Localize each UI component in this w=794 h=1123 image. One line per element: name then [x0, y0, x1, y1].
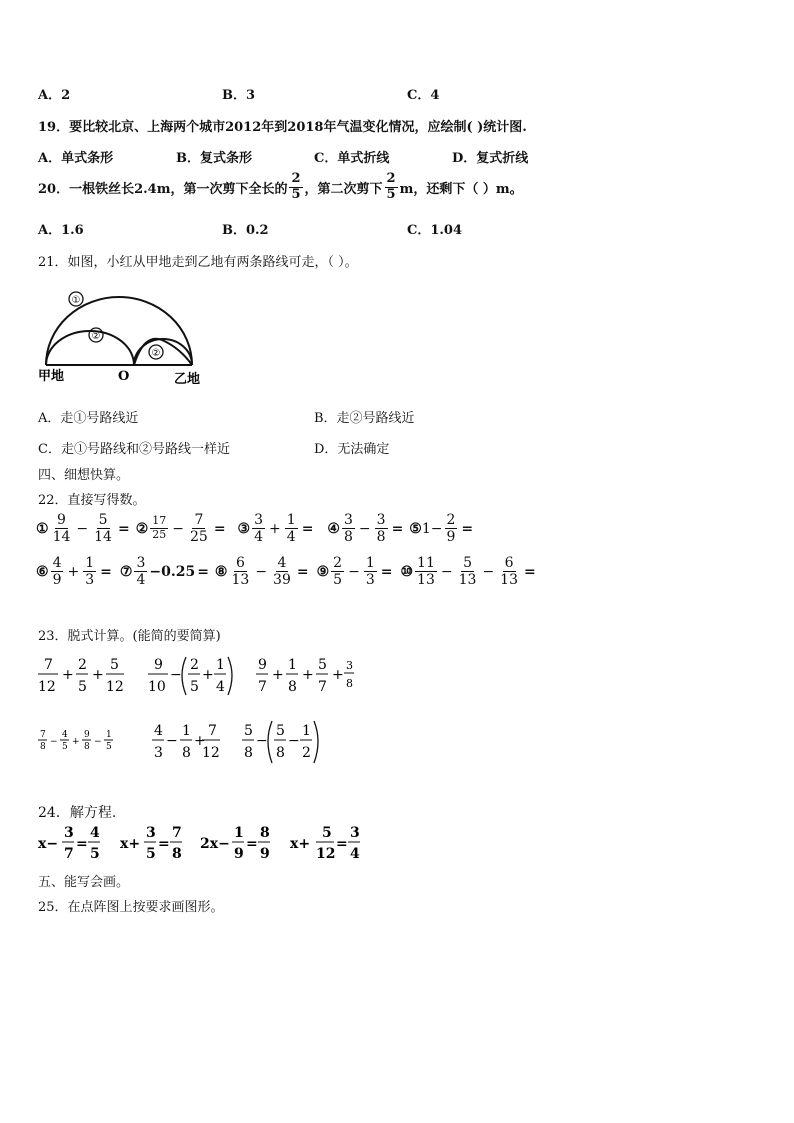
q22-item-6-no: ⑥ — [36, 563, 49, 580]
q19-option-b: B．复式条形 — [176, 151, 252, 166]
svg-text:4: 4 — [62, 730, 68, 740]
svg-text:8: 8 — [182, 745, 191, 761]
svg-text:1: 1 — [216, 657, 225, 673]
svg-text:+: + — [202, 667, 214, 683]
svg-text:9: 9 — [260, 846, 270, 862]
svg-text:x−: x− — [38, 836, 59, 852]
svg-text:8: 8 — [276, 745, 285, 761]
section-5-heading: 五、能写会画。 — [38, 875, 130, 890]
q22-item-1-no: ① — [36, 520, 49, 537]
q25-stem: 25．在点阵图上按要求画图形。 — [38, 900, 224, 915]
q22-item-10-no: ⑩ — [400, 563, 414, 580]
svg-text:−: − — [94, 737, 102, 747]
q24-eq-4 — [290, 825, 360, 862]
svg-text:7: 7 — [172, 825, 182, 841]
svg-text:5: 5 — [90, 846, 100, 862]
svg-text:5: 5 — [322, 825, 332, 841]
q22-row-1: ① $\frac{9}{14}$ − $\frac{5}{14}$ = ② $\frac{17}{25}$ − $\frac{7}{25}$ = ③ $\frac{3}{4}$ + $\frac{1}{4}$ = ④ $\frac{3}{8}$ − $\frac{3}{8}$ = ⑤ 1− $\frac{2}{9}$ = — [36, 512, 474, 546]
svg-text:7: 7 — [40, 730, 46, 740]
q23-expr-6 — [242, 721, 318, 763]
svg-text:5: 5 — [276, 723, 285, 739]
svg-text:2x−: 2x− — [200, 836, 230, 852]
svg-text:8: 8 — [260, 825, 270, 841]
svg-text:12: 12 — [202, 745, 220, 761]
svg-text:+: + — [92, 667, 104, 683]
q19-option-d: D．复式折线 — [452, 151, 529, 166]
q21-option-d: D．无法确定 — [314, 442, 390, 457]
q23-expr-3 — [256, 657, 354, 695]
svg-text:3: 3 — [64, 825, 74, 841]
svg-text:5: 5 — [106, 742, 112, 752]
svg-text:3: 3 — [350, 825, 360, 841]
svg-text:4: 4 — [154, 723, 163, 739]
svg-text:1: 1 — [234, 825, 244, 841]
svg-text:4: 4 — [90, 825, 100, 841]
q23-expr-5 — [152, 723, 220, 761]
svg-text:7: 7 — [64, 846, 74, 862]
svg-text:5: 5 — [190, 679, 199, 695]
svg-text:x+: x+ — [120, 836, 141, 852]
svg-text:2: 2 — [302, 745, 311, 761]
q23-expr-1 — [38, 657, 124, 695]
svg-text:8: 8 — [172, 846, 182, 862]
section-4-heading: 四、细想快算。 — [38, 468, 130, 483]
svg-text:9: 9 — [84, 730, 90, 740]
q22-item-8-no: ⑧ — [214, 563, 228, 580]
svg-text:12: 12 — [106, 679, 124, 695]
svg-text:+: + — [332, 667, 344, 683]
svg-text:5: 5 — [146, 846, 156, 862]
svg-text:9: 9 — [234, 846, 244, 862]
svg-text:+: + — [62, 667, 74, 683]
q20-stem: 20．一根铁丝长2.4m，第一次剪下全长的 $\frac{2}{5}$ ，第二次剪下 $\frac{2}{5}$ m，还剩下（ ）m。 — [38, 171, 523, 202]
svg-text:4: 4 — [350, 846, 360, 862]
q20-option-b: B．0.2 — [222, 223, 269, 238]
q22-item-7-no: ⑦ — [119, 563, 133, 580]
svg-text:=: = — [246, 836, 258, 852]
svg-text:1: 1 — [288, 657, 297, 673]
q23-expr-4 — [38, 730, 113, 752]
q21-start-label: 甲地 — [38, 369, 65, 384]
q22-item-9-no: ⑨ — [316, 563, 330, 580]
svg-text:8: 8 — [288, 679, 297, 695]
svg-text:2: 2 — [78, 657, 87, 673]
q24-eq-3 — [200, 825, 270, 862]
q23-stem: 23．脱式计算。(能简的要简算) — [38, 629, 221, 644]
q21-route-figure — [34, 288, 214, 388]
svg-text:8: 8 — [244, 745, 253, 761]
svg-text:12: 12 — [38, 679, 56, 695]
svg-text:8: 8 — [40, 742, 46, 752]
q21-option-b: B．走②号路线近 — [314, 411, 415, 426]
q19-stem: 19．要比较北京、上海两个城市2012年到2018年气温变化情况，应绘制( )统计图. — [38, 120, 527, 135]
q24-stem: 24．解方程. — [38, 805, 117, 821]
svg-text:9: 9 — [258, 657, 267, 673]
q21-label-2: ② — [91, 331, 101, 342]
svg-text:9: 9 — [154, 657, 163, 673]
svg-text:+: + — [72, 737, 80, 747]
q23-expr-2 — [148, 657, 232, 695]
q24-eq-2 — [120, 825, 182, 862]
svg-text:+: + — [272, 667, 284, 683]
svg-text:1: 1 — [106, 730, 112, 740]
svg-text:5: 5 — [244, 723, 253, 739]
q21-option-a: A．走①号路线近 — [38, 411, 139, 426]
q20-option-a: A．1.6 — [38, 223, 84, 238]
q18-option-a: A．2 — [38, 88, 71, 103]
q21-option-c: C．走①号路线和②号路线一样近 — [38, 442, 230, 457]
svg-text:5: 5 — [110, 657, 119, 673]
q22-item-4-no: ④ — [327, 520, 340, 537]
svg-text:1: 1 — [302, 723, 311, 739]
q24-equations — [36, 823, 376, 865]
svg-text:2: 2 — [190, 657, 199, 673]
svg-text:7: 7 — [208, 723, 217, 739]
q21-label-2b: ② — [151, 348, 161, 359]
q22-stem: 22．直接写得数。 — [38, 493, 146, 508]
svg-text:=: = — [336, 836, 348, 852]
q19-option-c: C．单式折线 — [314, 151, 390, 166]
q22-item-2-no: ② — [135, 520, 149, 537]
q24-eq-1 — [38, 825, 100, 862]
svg-text:−: − — [166, 733, 178, 749]
svg-text:7: 7 — [44, 657, 53, 673]
svg-text:−: − — [170, 667, 182, 683]
svg-text:−: − — [50, 737, 58, 747]
svg-text:+: + — [302, 667, 314, 683]
svg-text:8: 8 — [84, 742, 90, 752]
svg-text:7: 7 — [258, 679, 267, 695]
q19-option-a: A．单式条形 — [38, 151, 114, 166]
q21-end-label: 乙地 — [174, 372, 201, 387]
svg-text:1: 1 — [182, 723, 191, 739]
svg-text:=: = — [76, 836, 88, 852]
svg-text:−: − — [288, 733, 300, 749]
q22-row-2: ⑥ $\frac{4}{9}$ + $\frac{1}{3}$ = ⑦ $\frac{3}{4}$ −0.25 = ⑧ $\frac{6}{13}$ − $\frac{4}{39}$ = ⑨ $\frac{2}{5}$ − $\frac{1}{3}$ = ⑩ $\frac{11}{13}$ − $\frac{5}{13}$ − $\frac{6}{13}$ = — [36, 555, 536, 589]
svg-text:4: 4 — [216, 679, 225, 695]
svg-text:3: 3 — [346, 659, 353, 672]
q18-option-c: C．4 — [407, 88, 440, 103]
q18-option-b: B．3 — [222, 88, 256, 103]
svg-text:+: + — [194, 733, 206, 749]
svg-text:8: 8 — [346, 677, 353, 690]
q21-center-label: O — [118, 369, 130, 384]
svg-text:7: 7 — [318, 679, 327, 695]
svg-text:3: 3 — [154, 745, 163, 761]
svg-text:12: 12 — [316, 846, 336, 862]
q21-stem: 21．如图，小红从甲地走到乙地有两条路线可走，（ ）。 — [38, 255, 358, 270]
svg-text:10: 10 — [148, 679, 166, 695]
svg-text:x+: x+ — [290, 836, 311, 852]
svg-text:5: 5 — [318, 657, 327, 673]
svg-text:3: 3 — [146, 825, 156, 841]
svg-text:=: = — [158, 836, 170, 852]
q23-expressions — [36, 653, 376, 768]
q22-item-5-no: ⑤ — [409, 520, 422, 537]
svg-text:5: 5 — [78, 679, 87, 695]
q22-item-3-no: ③ — [237, 520, 251, 537]
q21-label-1: ① — [71, 295, 81, 306]
svg-text:5: 5 — [62, 742, 68, 752]
q20-option-c: C．1.04 — [407, 223, 463, 238]
svg-text:−: − — [256, 733, 268, 749]
